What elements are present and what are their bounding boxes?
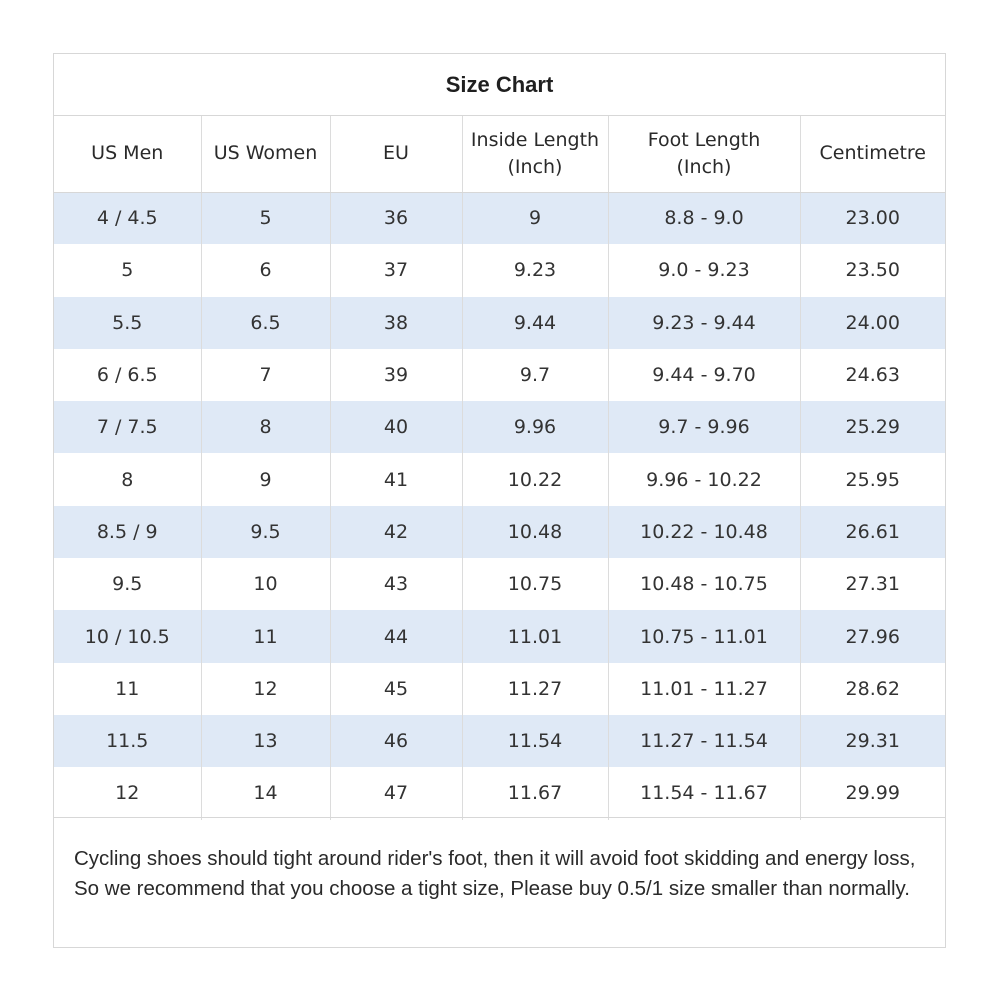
table-row (54, 453, 945, 505)
table-row (54, 610, 945, 662)
sizing-note: Cycling shoes should tight around rider's foot, then it will avoid foot skidding and energy loss, So we recommend that you choose a tight size, Please buy 0.5/1 size smaller than normally. (54, 817, 945, 947)
cell-us-men: 5.5 (54, 297, 201, 349)
cell-us-women: 10 (201, 558, 330, 610)
cell-foot-length: 10.75 - 11.01 (608, 610, 800, 662)
cell-us-men: 9.5 (54, 558, 201, 610)
cell-us-men: 11.5 (54, 715, 201, 767)
cell-foot-length: 9.44 - 9.70 (608, 349, 800, 401)
cell-inside-length: 11.27 (462, 663, 608, 715)
cell-eu: 40 (330, 401, 462, 453)
cell-eu: 47 (330, 767, 462, 819)
cell-foot-length: 9.7 - 9.96 (608, 401, 800, 453)
header-centimetre: Centimetre (800, 116, 945, 192)
cell-eu: 39 (330, 349, 462, 401)
cell-foot-length: 8.8 - 9.0 (608, 192, 800, 244)
cell-eu: 41 (330, 453, 462, 505)
cell-eu: 44 (330, 610, 462, 662)
cell-inside-length: 9.23 (462, 244, 608, 296)
cell-us-men: 4 / 4.5 (54, 192, 201, 244)
cell-inside-length: 10.22 (462, 453, 608, 505)
cell-us-women: 12 (201, 663, 330, 715)
cell-us-women: 13 (201, 715, 330, 767)
table-row (54, 244, 945, 296)
cell-eu: 38 (330, 297, 462, 349)
cell-eu: 37 (330, 244, 462, 296)
cell-us-men: 7 / 7.5 (54, 401, 201, 453)
header-inside-length: Inside Length (Inch) (462, 116, 608, 192)
cell-us-women: 14 (201, 767, 330, 819)
table-row (54, 506, 945, 558)
table-row (54, 663, 945, 715)
cell-foot-length: 11.54 - 11.67 (608, 767, 800, 819)
header-row (54, 116, 945, 192)
cell-eu: 36 (330, 192, 462, 244)
table-row (54, 297, 945, 349)
cell-foot-length: 10.48 - 10.75 (608, 558, 800, 610)
cell-centimetre: 25.95 (800, 453, 945, 505)
cell-centimetre: 24.00 (800, 297, 945, 349)
table-row (54, 349, 945, 401)
cell-foot-length: 9.0 - 9.23 (608, 244, 800, 296)
cell-us-women: 5 (201, 192, 330, 244)
cell-inside-length: 9.7 (462, 349, 608, 401)
cell-inside-length: 10.48 (462, 506, 608, 558)
table-row (54, 192, 945, 244)
cell-us-women: 6 (201, 244, 330, 296)
cell-us-men: 8.5 / 9 (54, 506, 201, 558)
cell-us-women: 11 (201, 610, 330, 662)
cell-us-women: 6.5 (201, 297, 330, 349)
cell-us-women: 9.5 (201, 506, 330, 558)
cell-centimetre: 25.29 (800, 401, 945, 453)
cell-inside-length: 11.67 (462, 767, 608, 819)
size-rows (54, 192, 945, 820)
cell-centimetre: 29.99 (800, 767, 945, 819)
table-row (54, 558, 945, 610)
cell-eu: 43 (330, 558, 462, 610)
cell-centimetre: 23.00 (800, 192, 945, 244)
cell-inside-length: 11.01 (462, 610, 608, 662)
cell-centimetre: 28.62 (800, 663, 945, 715)
cell-inside-length: 9.96 (462, 401, 608, 453)
size-table (54, 116, 945, 820)
cell-eu: 46 (330, 715, 462, 767)
cell-us-men: 8 (54, 453, 201, 505)
cell-centimetre: 26.61 (800, 506, 945, 558)
size-chart (53, 53, 946, 948)
cell-foot-length: 11.01 - 11.27 (608, 663, 800, 715)
table-row (54, 767, 945, 819)
cell-us-women: 7 (201, 349, 330, 401)
cell-foot-length: 10.22 - 10.48 (608, 506, 800, 558)
header-us-women: US Women (201, 116, 330, 192)
cell-us-women: 9 (201, 453, 330, 505)
cell-centimetre: 29.31 (800, 715, 945, 767)
cell-eu: 45 (330, 663, 462, 715)
table-row (54, 401, 945, 453)
cell-eu: 42 (330, 506, 462, 558)
cell-inside-length: 9.44 (462, 297, 608, 349)
cell-us-men: 11 (54, 663, 201, 715)
cell-centimetre: 24.63 (800, 349, 945, 401)
cell-us-men: 5 (54, 244, 201, 296)
header-foot-length: Foot Length (Inch) (608, 116, 800, 192)
cell-centimetre: 27.96 (800, 610, 945, 662)
cell-us-men: 12 (54, 767, 201, 819)
cell-centimetre: 27.31 (800, 558, 945, 610)
cell-foot-length: 9.23 - 9.44 (608, 297, 800, 349)
cell-foot-length: 9.96 - 10.22 (608, 453, 800, 505)
cell-centimetre: 23.50 (800, 244, 945, 296)
chart-title: Size Chart (54, 54, 945, 116)
table-row (54, 715, 945, 767)
header-eu: EU (330, 116, 462, 192)
cell-inside-length: 10.75 (462, 558, 608, 610)
header-us-men: US Men (54, 116, 201, 192)
cell-inside-length: 9 (462, 192, 608, 244)
cell-inside-length: 11.54 (462, 715, 608, 767)
cell-us-men: 10 / 10.5 (54, 610, 201, 662)
cell-us-men: 6 / 6.5 (54, 349, 201, 401)
cell-us-women: 8 (201, 401, 330, 453)
cell-foot-length: 11.27 - 11.54 (608, 715, 800, 767)
